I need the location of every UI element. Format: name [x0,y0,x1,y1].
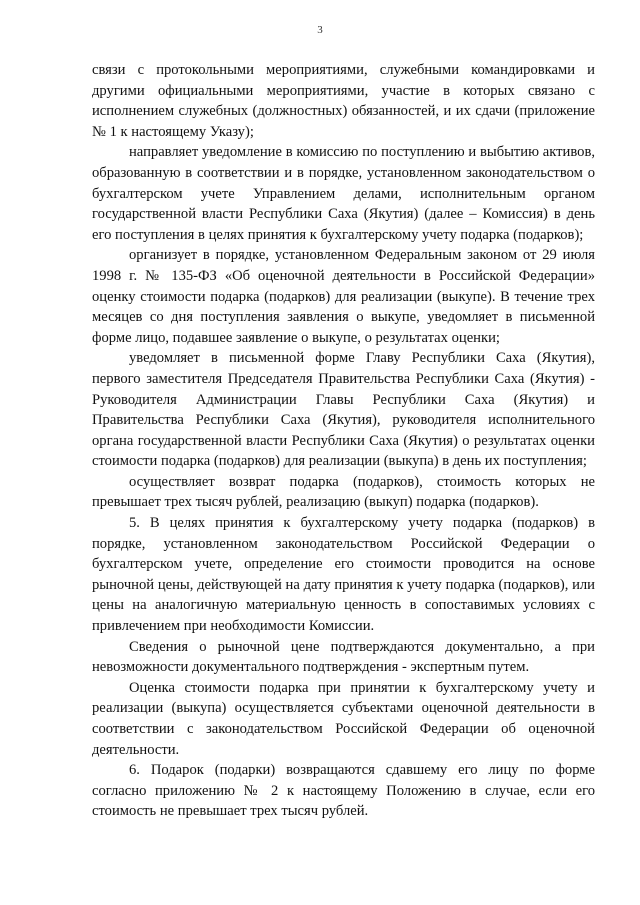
page-number: 3 [317,24,323,36]
paragraph-organizes-evaluation: организует в порядке, установленном Федеральным законом от 29 июля 1998 г. № 135-ФЗ «Об оценочной деятельности в Российской Федерации» оценку стоимости подарка (подарков) для реализации (выкупе). В течение трех месяцев со дня поступления заявления о выкупе, уведомляет в письменной форме лицо, подавшее заявление о выкупе, о результатах оценки; [92,247,595,346]
document-body [92,60,595,822]
paragraph-returns-gift: осуществляет возврат подарка (подарков), стоимость которых не превышает трех тысяч рублей, реализацию (выкуп) подарка (подарков). [92,473,595,511]
paragraph-item-6: 6. Подарок (подарки) возвращаются сдавшему его лицу по форме согласно приложению № 2 к настоящему Положению в случае, если его стоимость не превышает трех тысяч рублей. [92,762,595,820]
paragraph-notification-commission: направляет уведомление в комиссию по поступлению и выбытию активов, образованную в соответствии и в порядке, установленном законодательством о бухгалтерском учете Управлением делами, исполнительным органом государственной власти Республики Саха (Якутия) (далее – Комиссия) в день его поступления в целях принятия к бухгалтерскому учету подарка (подарков); [92,144,595,243]
paragraph-item-5: 5. В целях принятия к бухгалтерскому учету подарка (подарков) в порядке, установленном законодательством Российской Федерации о бухгалтерском учете, определение его стоимости проводится на основе рыночной цены, действующей на дату принятия к учету подарка (подарков), или цены на аналогичную материальную ценность в сопоставимых условиях с привлечением при необходимости Комиссии. [92,515,595,635]
paragraph-valuation: Оценка стоимости подарка при принятии к бухгалтерскому учету и реализации (выкупа) осуществляется субъектами оценочной деятельности в соответствии с законодательством Российской Федерации об оценочной деятельности. [92,679,595,758]
paragraph-continuation: связи с протокольными мероприятиями, служебными командировками и другими официальными мероприятиями, участие в которых связано с исполнением служебных (должностных) обязанностей, и их сдачи (приложение № 1 к настоящему Указу); [92,62,595,140]
paragraph-market-price: Сведения о рыночной цене подтверждаются документально, а при невозможности документального подтверждения - экспертным путем. [92,638,595,676]
paragraph-notifies-head: уведомляет в письменной форме Главу Республики Саха (Якутия), первого заместителя Председателя Правительства Республики Саха (Якутия) - Руководителя Администрации Главы Республики Саха (Якутия) и Правительства Республики Саха (Якутия), руководителя исполнительного органа государственной власти Республики Саха (Якутия) о результатах оценки стоимости подарка (подарков) для реализации (выкупа) в день их поступления; [92,350,595,470]
